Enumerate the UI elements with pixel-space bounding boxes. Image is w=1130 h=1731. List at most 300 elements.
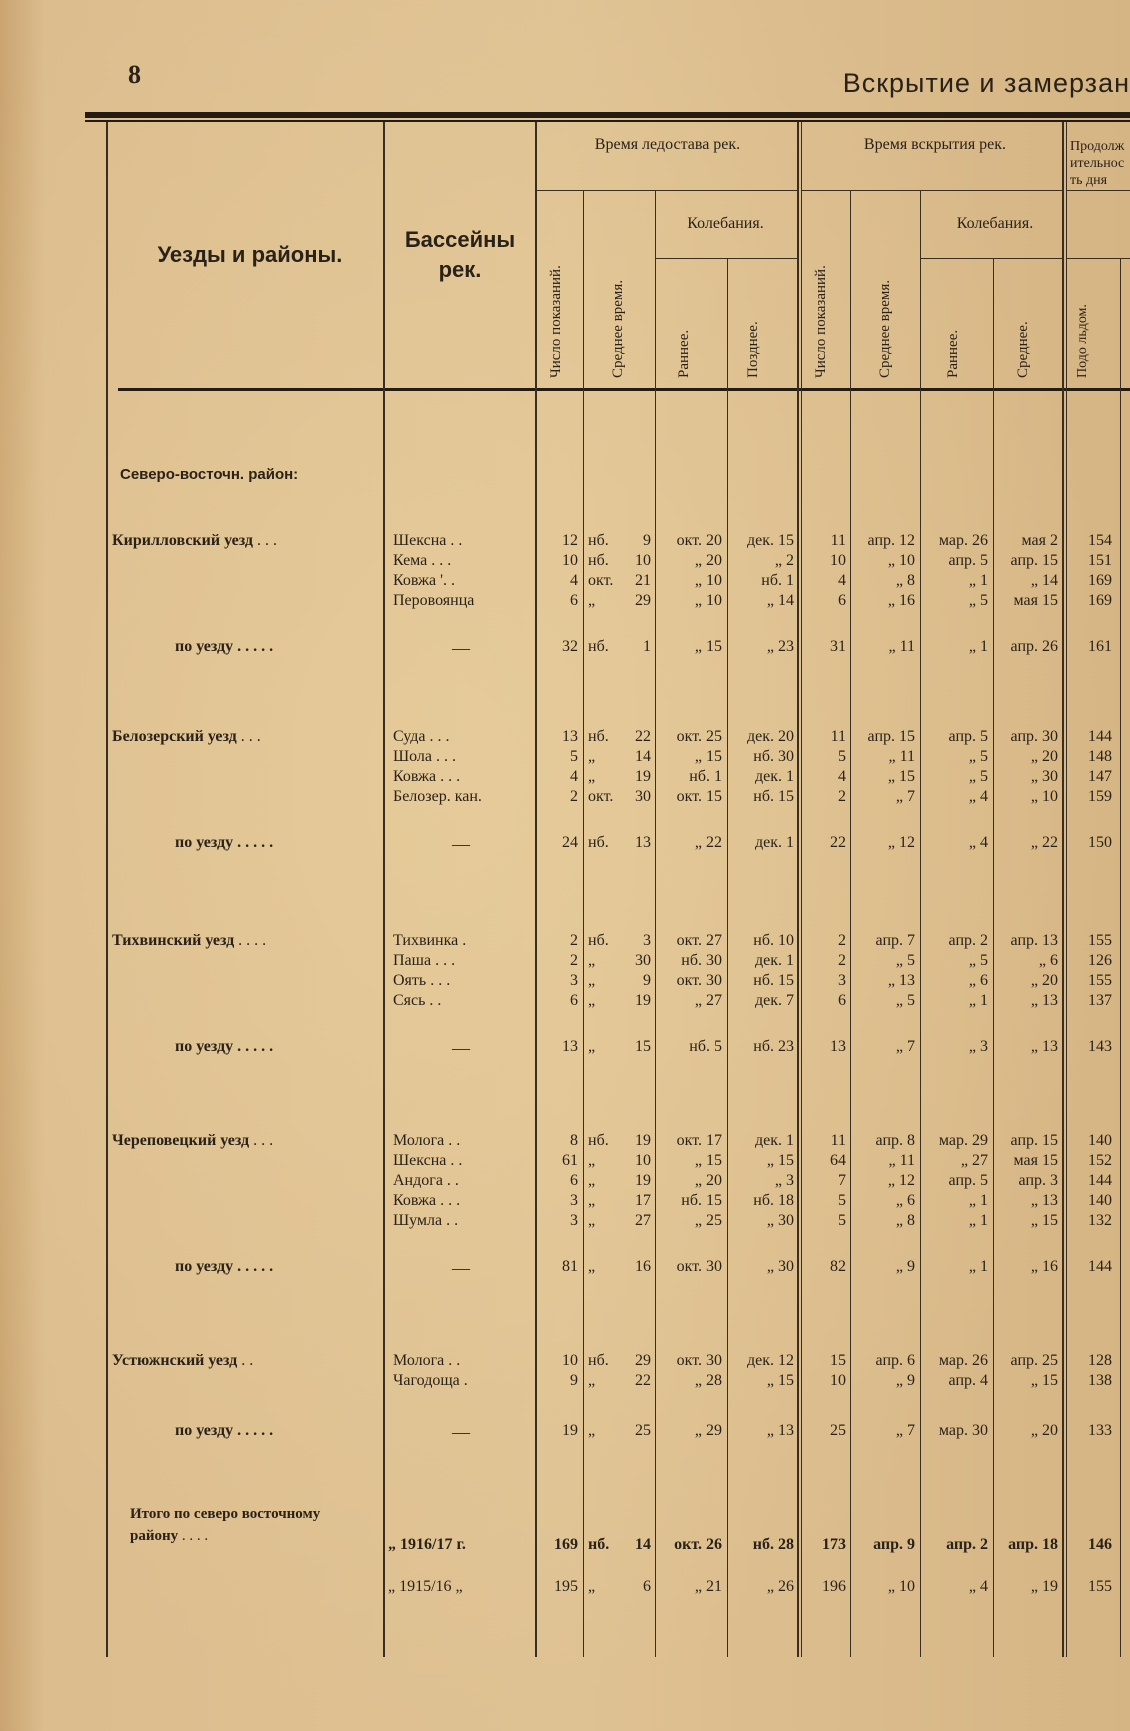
summary-label-text: Итого по северо восточному району [130, 1506, 321, 1544]
cell-duration: 152 [1088, 1152, 1112, 1169]
cell-late-break: „ 20 [1030, 1422, 1058, 1439]
leader-dots: . . . . [181, 1528, 209, 1544]
cell-early-break: „ 1 [968, 638, 988, 655]
cell-count-break: 82 [830, 1258, 846, 1275]
leader-dots: . . . [240, 728, 261, 745]
cell-late-freeze: нб. 15 [753, 788, 794, 805]
county-name [112, 532, 277, 550]
river-name: Ковжа . . . [393, 1192, 461, 1209]
cell-early-freeze: окт. 27 [676, 932, 722, 949]
cell-early-freeze: „ 15 [694, 1152, 722, 1169]
cell-duration: 146 [1088, 1536, 1112, 1553]
river-name: Андога . . [393, 1172, 459, 1189]
cell-early-break: „ 4 [968, 1578, 988, 1595]
leader-dots: . . . [256, 532, 277, 549]
cell-late-freeze: „ 30 [766, 1258, 794, 1275]
cell-late-break: „ 19 [1030, 1578, 1058, 1595]
col-divider [583, 190, 584, 1657]
cell-late-freeze: нб. 18 [753, 1192, 794, 1209]
cell-early-freeze: „ 27 [694, 992, 722, 1009]
cell-duration: 155 [1088, 1578, 1112, 1595]
cell-count-break: 11 [830, 1132, 846, 1149]
cell-mean-freeze-day: 6 [643, 1578, 651, 1595]
cell-late-freeze: нб. 30 [753, 748, 794, 765]
cell-early-break: мар. 29 [938, 1132, 988, 1149]
cell-late-freeze: нб. 28 [752, 1536, 794, 1553]
header-subrule [801, 190, 1062, 191]
cell-early-freeze: „ 21 [694, 1578, 722, 1595]
cell-count-freeze: 61 [562, 1152, 578, 1169]
cell-late-break: „ 13 [1030, 992, 1058, 1009]
cell-late-freeze: дек. 15 [746, 532, 794, 549]
cell-duration: 133 [1088, 1422, 1112, 1439]
col-divider-counties [383, 122, 385, 1657]
header-subrule [920, 258, 1062, 259]
cell-mean-freeze-day: 19 [635, 992, 651, 1009]
cell-early-break: апр. 5 [948, 728, 988, 745]
cell-mean-freeze-month: нб. [588, 1132, 609, 1149]
header-mean-freeze: Среднее время. [610, 279, 626, 378]
river-name: Шексна . . [393, 1152, 463, 1169]
cell-count-break: 11 [830, 728, 846, 745]
cell-mean-break: апр. 6 [875, 1352, 915, 1369]
cell-mean-freeze-day: 21 [635, 572, 651, 589]
cell-early-freeze: „ 20 [694, 1172, 722, 1189]
cell-early-freeze: нб. 5 [689, 1038, 722, 1055]
cell-mean-freeze-month: „ [588, 1038, 596, 1055]
cell-mean-freeze-day: 9 [643, 532, 651, 549]
cell-count-break: 15 [830, 1352, 846, 1369]
river-name: Шексна . . [393, 532, 463, 549]
cell-duration: 154 [1088, 532, 1112, 549]
river-name: Суда . . . [393, 728, 450, 745]
cell-mean-break: „ 7 [895, 1038, 915, 1055]
header-freeze-group: Время ледостава рек. [594, 136, 741, 153]
cell-count-break: 2 [838, 952, 846, 969]
cell-early-break: апр. 2 [946, 1536, 988, 1553]
cell-mean-freeze-day: 10 [635, 552, 651, 569]
cell-late-break: апр. 18 [1008, 1536, 1058, 1553]
cell-count-freeze: 2 [570, 952, 578, 969]
header-subrule [1066, 258, 1130, 259]
cell-duration: 169 [1088, 592, 1112, 609]
cell-mean-break: „ 10 [887, 552, 915, 569]
cell-mean-break: „ 7 [895, 788, 915, 805]
header-counties: Уезды и районы. [157, 242, 343, 267]
cell-late-break: „ 16 [1030, 1258, 1058, 1275]
col-divider-break-end [1062, 122, 1064, 1657]
cell-mean-freeze-month: окт. [588, 788, 614, 805]
per-county-label: по уезду . . . . . [175, 834, 274, 851]
cell-count-break: 173 [822, 1536, 846, 1553]
cell-count-break: 31 [830, 638, 846, 655]
cell-mean-break: „ 8 [895, 572, 915, 589]
cell-count-freeze: 4 [570, 768, 578, 785]
cell-early-freeze: „ 25 [694, 1212, 722, 1229]
cell-count-freeze: 9 [570, 1372, 578, 1389]
cell-mean-freeze-month: нб. [588, 1536, 610, 1553]
cell-mean-freeze-month: нб. [588, 834, 609, 851]
col-divider-double [1066, 122, 1067, 1657]
leader-dots: . . . . [238, 932, 267, 949]
cell-count-break: 4 [838, 768, 846, 785]
cell-early-freeze: нб. 15 [681, 1192, 722, 1209]
cell-mean-freeze-day: 13 [635, 834, 651, 851]
cell-count-break: 2 [838, 932, 846, 949]
cell-late-break: „ 13 [1030, 1192, 1058, 1209]
cell-mean-freeze-month: „ [588, 972, 596, 989]
header-subrule [655, 258, 797, 259]
cell-count-freeze: 19 [562, 1422, 578, 1439]
per-county-label: по уезду . . . . . [175, 1422, 274, 1439]
header-duration-group: Продолжительность дня [1070, 139, 1125, 188]
cell-late-freeze: „ 15 [766, 1152, 794, 1169]
cell-early-freeze: „ 28 [694, 1372, 722, 1389]
page-number: 8 [128, 60, 141, 89]
cell-late-freeze: „ 3 [774, 1172, 794, 1189]
cell-count-break: 7 [838, 1172, 846, 1189]
cell-mean-break: „ 8 [895, 1212, 915, 1229]
cell-early-break: „ 5 [968, 768, 988, 785]
county-label: Череповецкий уезд [112, 1132, 254, 1149]
cell-late-freeze: „ 23 [766, 638, 794, 655]
cell-count-freeze: 169 [554, 1536, 578, 1553]
cell-count-freeze: 4 [570, 572, 578, 589]
cell-count-break: 4 [838, 572, 846, 589]
cell-early-break: апр. 5 [948, 1172, 988, 1189]
cell-count-break: 5 [838, 1192, 846, 1209]
cell-late-freeze: „ 30 [766, 1212, 794, 1229]
cell-mean-freeze-month: „ [588, 1422, 596, 1439]
cell-count-freeze: 6 [570, 592, 578, 609]
cell-mean-break: „ 9 [895, 1258, 915, 1275]
header-rule [118, 388, 1130, 391]
cell-mean-freeze-day: 22 [635, 728, 651, 745]
cell-late-break: апр. 25 [1010, 1352, 1058, 1369]
cell-late-freeze: нб. 10 [753, 932, 794, 949]
summary-year: „ 1915/16 „ [388, 1578, 463, 1595]
cell-early-freeze: „ 22 [694, 834, 722, 851]
county-name [112, 932, 266, 950]
cell-late-freeze: дек. 12 [746, 1352, 794, 1369]
cell-early-freeze: окт. 26 [674, 1536, 722, 1553]
cell-early-freeze: окт. 17 [676, 1132, 722, 1149]
cell-late-break: „ 20 [1030, 972, 1058, 989]
col-divider-basins [535, 122, 537, 1657]
cell-early-break: апр. 2 [948, 932, 988, 949]
cell-mean-freeze-month: „ [588, 1578, 596, 1595]
cell-mean-freeze-month: „ [588, 1172, 596, 1189]
cell-late-break: мая 2 [1021, 532, 1058, 549]
cell-duration: 140 [1088, 1132, 1112, 1149]
header-count-break: Число показаний. [813, 265, 829, 378]
header-subrule [535, 190, 797, 191]
cell-duration: 155 [1088, 972, 1112, 989]
river-name: Шумла . . [393, 1212, 459, 1229]
dash-mark: — [452, 1258, 470, 1278]
cell-count-freeze: 10 [562, 552, 578, 569]
cell-late-break: „ 14 [1030, 572, 1058, 589]
cell-early-freeze: окт. 30 [676, 1352, 722, 1369]
header-under-ice: Подо льдом. [1075, 304, 1090, 378]
cell-count-break: 6 [838, 992, 846, 1009]
county-label: Белозерский уезд [112, 728, 241, 745]
col-divider [1120, 258, 1121, 1657]
county-label: Устюжнский уезд [112, 1352, 242, 1369]
cell-mean-freeze-month: нб. [588, 1352, 609, 1369]
cell-late-break: „ 10 [1030, 788, 1058, 805]
cell-duration: 144 [1088, 728, 1112, 745]
cell-count-freeze: 3 [570, 1192, 578, 1209]
cell-duration: 143 [1088, 1038, 1112, 1055]
cell-count-freeze: 12 [562, 532, 578, 549]
cell-mean-freeze-month: „ [588, 1152, 596, 1169]
cell-mean-break: „ 7 [895, 1422, 915, 1439]
cell-count-freeze: 8 [570, 1132, 578, 1149]
cell-count-freeze: 13 [562, 1038, 578, 1055]
cell-mean-break: апр. 15 [867, 728, 915, 745]
cell-count-freeze: 3 [570, 972, 578, 989]
cell-early-freeze: окт. 30 [676, 1258, 722, 1275]
cell-count-break: 10 [830, 552, 846, 569]
river-name: Шола . . . [393, 748, 457, 765]
county-name [112, 728, 261, 746]
cell-mean-freeze-day: 29 [635, 592, 651, 609]
cell-late-break: апр. 15 [1010, 1132, 1058, 1149]
cell-early-break: „ 1 [968, 992, 988, 1009]
cell-early-break: „ 3 [968, 1038, 988, 1055]
county-name [112, 1352, 253, 1370]
col-divider [993, 258, 994, 1657]
river-name: Молога . . [393, 1132, 461, 1149]
cell-early-break: „ 1 [968, 1212, 988, 1229]
cell-late-break: „ 30 [1030, 768, 1058, 785]
cell-duration: 147 [1088, 768, 1112, 785]
cell-early-break: „ 5 [968, 952, 988, 969]
cell-mean-freeze-day: 30 [635, 952, 651, 969]
header-variation-freeze: Колебания. [687, 215, 764, 232]
cell-duration: 144 [1088, 1172, 1112, 1189]
cell-duration: 138 [1088, 1372, 1112, 1389]
cell-count-freeze: 13 [562, 728, 578, 745]
dash-mark: — [452, 1038, 470, 1058]
cell-late-freeze: дек. 1 [754, 768, 794, 785]
cell-count-freeze: 10 [562, 1352, 578, 1369]
cell-count-break: 22 [830, 834, 846, 851]
cell-duration: 132 [1088, 1212, 1112, 1229]
cell-early-freeze: „ 10 [694, 592, 722, 609]
per-county-label: по уезду . . . . . [175, 638, 274, 655]
header-late-freeze: Позднее. [745, 321, 761, 378]
top-rule [85, 112, 1130, 118]
cell-early-break: апр. 4 [948, 1372, 988, 1389]
cell-early-freeze: „ 15 [694, 748, 722, 765]
cell-late-break: апр. 3 [1018, 1172, 1058, 1189]
cell-mean-break: „ 13 [887, 972, 915, 989]
cell-late-freeze: нб. 1 [761, 572, 794, 589]
header-early-break: Раннее. [945, 329, 961, 378]
cell-early-freeze: окт. 25 [676, 728, 722, 745]
header-early-freeze: Раннее. [676, 329, 692, 378]
header-basins: Бассейны рек. [404, 227, 516, 282]
dash-mark: — [452, 834, 470, 854]
cell-count-break: 13 [830, 1038, 846, 1055]
cell-duration: 148 [1088, 748, 1112, 765]
cell-count-freeze: 6 [570, 992, 578, 1009]
cell-late-break: „ 15 [1030, 1212, 1058, 1229]
county-label: Кирилловский уезд [112, 532, 257, 549]
cell-count-break: 64 [830, 1152, 846, 1169]
cell-late-break: апр. 13 [1010, 932, 1058, 949]
cell-count-break: 6 [838, 592, 846, 609]
cell-count-freeze: 3 [570, 1212, 578, 1229]
col-divider-freeze-end [797, 122, 799, 1657]
cell-late-break: „ 22 [1030, 834, 1058, 851]
cell-early-break: мар. 26 [938, 532, 988, 549]
cell-late-freeze: „ 13 [766, 1422, 794, 1439]
cell-count-break: 5 [838, 748, 846, 765]
cell-mean-break: „ 6 [895, 1192, 915, 1209]
cell-mean-freeze-month: „ [588, 592, 596, 609]
river-name: Ковжа '. . [393, 572, 456, 589]
cell-late-break: „ 20 [1030, 748, 1058, 765]
cell-mean-freeze-day: 15 [635, 1038, 651, 1055]
cell-mean-freeze-day: 19 [635, 1132, 651, 1149]
cell-late-break: апр. 26 [1010, 638, 1058, 655]
per-county-label: по уезду . . . . . [175, 1258, 274, 1275]
col-divider [920, 190, 921, 1657]
river-name: Кема . . . [393, 552, 452, 569]
cell-early-freeze: окт. 20 [676, 532, 722, 549]
running-title: Вскрытие и замерзан [842, 68, 1130, 98]
cell-late-break: „ 15 [1030, 1372, 1058, 1389]
cell-early-break: „ 4 [968, 834, 988, 851]
cell-mean-freeze-month: нб. [588, 932, 609, 949]
cell-count-freeze: 5 [570, 748, 578, 765]
cell-count-freeze: 195 [554, 1578, 578, 1595]
cell-early-break: „ 5 [968, 592, 988, 609]
cell-duration: 151 [1088, 552, 1112, 569]
cell-duration: 159 [1088, 788, 1112, 805]
cell-early-break: „ 27 [960, 1152, 988, 1169]
county-label: Тихвинский уезд [112, 932, 239, 949]
cell-mean-freeze-day: 22 [635, 1372, 651, 1389]
cell-count-freeze: 2 [570, 932, 578, 949]
cell-mean-break: „ 15 [887, 768, 915, 785]
cell-mean-freeze-day: 14 [635, 748, 651, 765]
header-mean-break: Среднее время. [877, 279, 893, 378]
cell-count-break: 11 [830, 532, 846, 549]
cell-duration: 137 [1088, 992, 1112, 1009]
river-name: Молога . . [393, 1352, 461, 1369]
cell-mean-break: „ 12 [887, 1172, 915, 1189]
cell-mean-freeze-day: 19 [635, 1172, 651, 1189]
cell-mean-freeze-month: нб. [588, 728, 609, 745]
cell-late-break: „ 13 [1030, 1038, 1058, 1055]
leader-dots: . . [241, 1352, 254, 1369]
cell-early-break: „ 1 [968, 1258, 988, 1275]
cell-mean-freeze-day: 9 [643, 972, 651, 989]
cell-mean-break: апр. 12 [867, 532, 915, 549]
cell-early-freeze: нб. 30 [681, 952, 722, 969]
cell-mean-freeze-month: нб. [588, 532, 609, 549]
cell-mean-freeze-month: „ [588, 1372, 596, 1389]
table-left-border [106, 122, 108, 1657]
cell-count-break: 10 [830, 1372, 846, 1389]
cell-late-freeze: „ 14 [766, 592, 794, 609]
cell-mean-freeze-month: „ [588, 952, 596, 969]
cell-mean-freeze-day: 16 [635, 1258, 651, 1275]
cell-count-break: 2 [838, 788, 846, 805]
cell-early-break: „ 5 [968, 748, 988, 765]
cell-duration: 155 [1088, 932, 1112, 949]
leader-dots: . . . [253, 1132, 274, 1149]
cell-early-break: „ 6 [968, 972, 988, 989]
cell-early-freeze: „ 29 [694, 1422, 722, 1439]
river-name: Ковжа . . . [393, 768, 461, 785]
summary-year: „ 1916/17 г. [388, 1536, 466, 1553]
col-divider [727, 258, 728, 1657]
cell-late-break: апр. 15 [1010, 552, 1058, 569]
cell-mean-break: „ 11 [888, 1152, 915, 1169]
cell-mean-freeze-month: нб. [588, 638, 609, 655]
dash-mark: — [452, 1422, 470, 1442]
col-divider [655, 190, 656, 1657]
cell-late-freeze: дек. 1 [754, 952, 794, 969]
cell-early-break: мар. 30 [938, 1422, 988, 1439]
cell-early-freeze: „ 20 [694, 552, 722, 569]
cell-late-freeze: „ 15 [766, 1372, 794, 1389]
cell-duration: 144 [1088, 1258, 1112, 1275]
cell-early-break: апр. 5 [948, 552, 988, 569]
cell-count-freeze: 32 [562, 638, 578, 655]
cell-late-break: мая 15 [1013, 1152, 1058, 1169]
cell-mean-freeze-month: нб. [588, 552, 609, 569]
header-break-group: Время вскрытия рек. [863, 136, 1007, 153]
cell-mean-break: „ 11 [888, 748, 915, 765]
cell-mean-freeze-month: „ [588, 992, 596, 1009]
river-name: Оять . . . [393, 972, 451, 989]
cell-early-break: „ 1 [968, 572, 988, 589]
cell-count-freeze: 24 [562, 834, 578, 851]
river-name: Чагодоща . [393, 1372, 468, 1389]
dash-mark: — [452, 638, 470, 658]
cell-count-break: 3 [838, 972, 846, 989]
river-name: Сясь . . [393, 992, 442, 1009]
cell-duration: 161 [1088, 638, 1112, 655]
cell-duration: 126 [1088, 952, 1112, 969]
river-name: Перовоянца [393, 592, 475, 609]
cell-mean-freeze-day: 1 [643, 638, 651, 655]
cell-duration: 128 [1088, 1352, 1112, 1369]
cell-early-break: „ 4 [968, 788, 988, 805]
cell-mean-freeze-day: 27 [635, 1212, 651, 1229]
cell-late-freeze: „ 26 [766, 1578, 794, 1595]
cell-mean-break: „ 9 [895, 1372, 915, 1389]
cell-mean-break: „ 12 [887, 834, 915, 851]
river-name: Паша . . . [393, 952, 456, 969]
cell-duration: 150 [1088, 834, 1112, 851]
cell-mean-break: „ 16 [887, 592, 915, 609]
section-title: Северо-восточн. район: [120, 466, 299, 483]
cell-early-freeze: окт. 15 [676, 788, 722, 805]
cell-early-freeze: окт. 30 [676, 972, 722, 989]
river-name: Тихвинка . [393, 932, 467, 949]
col-divider [850, 190, 851, 1657]
cell-mean-freeze-month: „ [588, 1192, 596, 1209]
cell-mean-break: апр. 7 [875, 932, 915, 949]
cell-duration: 169 [1088, 572, 1112, 589]
